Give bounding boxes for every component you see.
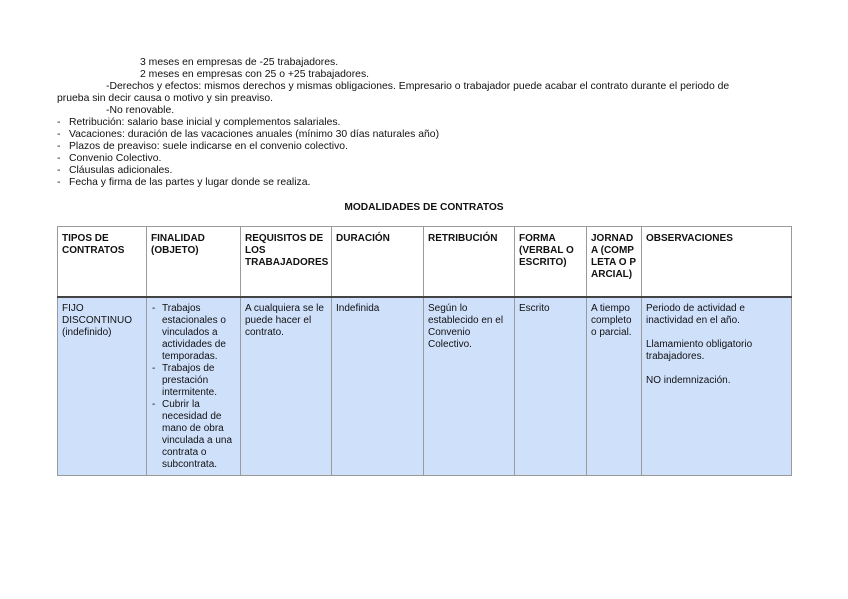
section-title: MODALIDADES DE CONTRATOS [344, 202, 504, 213]
observacion-line: Periodo de actividad e inactividad en el año. [646, 303, 745, 326]
list-item: - Cubrir la necesidad de mano de obra vinculada a una contrata o subcontrata. [151, 399, 236, 471]
intro-line-2: 2 meses en empresas con 25 o +25 trabajadores. [140, 69, 370, 80]
bullet-item: - Retribución: salario base inicial y complementos salariales. [57, 117, 341, 128]
cell-finalidad [147, 297, 241, 476]
observacion-line: Llamamiento obligatorio trabajadores. [646, 339, 753, 362]
column-header: FORMA (VERBAL O ESCRITO) [515, 227, 587, 298]
column-header: FINALIDAD (OBJETO) [147, 227, 241, 298]
cell-forma: Escrito [515, 297, 587, 476]
column-header: OBSERVACIONES [642, 227, 792, 298]
contracts-table [57, 226, 792, 476]
bullet-marker: - [57, 141, 61, 152]
finalidad-list [151, 303, 236, 471]
bullet-item: - Cláusulas adicionales. [57, 165, 173, 176]
intro-line-1: 3 meses en empresas de -25 trabajadores. [140, 57, 339, 68]
bullet-marker: - [57, 165, 61, 176]
table-header-row [58, 227, 792, 298]
bullet-marker: - [57, 153, 61, 164]
bullet-item: - Vacaciones: duración de las vacaciones anuales (mínimo 30 días naturales año) [57, 129, 440, 140]
cell-tipo: FIJO DISCONTINUO (indefinido) [58, 297, 147, 476]
bullet-item: - Convenio Colectivo. [57, 153, 162, 164]
bullet-marker: - [57, 117, 61, 128]
intro-line-3: -Derechos y efectos: mismos derechos y mismas obligaciones. Empresario o trabajador puede acabar el contrato durante el periodo de [106, 81, 730, 92]
cell-duracion: Indefinida [332, 297, 424, 476]
list-item: - Trabajos de prestación intermitente. [151, 363, 236, 399]
intro-line-4: prueba sin decir causa o motivo y sin preaviso. [57, 93, 274, 104]
column-header: JORNADA (COMPLETA O PARCIAL) [587, 227, 642, 298]
bullet-marker: - [57, 129, 61, 140]
column-header: TIPOS DE CONTRATOS [58, 227, 147, 298]
cell-observaciones [642, 297, 792, 476]
intro-line-5: -No renovable. [106, 105, 175, 116]
column-header: REQUISITOS DE LOS TRABAJADORES [241, 227, 332, 298]
bullet-item: - Fecha y firma de las partes y lugar donde se realiza. [57, 177, 311, 188]
column-header: DURACIÓN [332, 227, 424, 298]
bullet-marker: - [57, 177, 61, 188]
cell-requisitos: A cualquiera se le puede hacer el contrato. [241, 297, 332, 476]
observacion-line: NO indemnización. [646, 375, 731, 386]
cell-jornada: A tiempo completo o parcial. [587, 297, 642, 476]
column-header: RETRIBUCIÓN [424, 227, 515, 298]
bullet-item: - Plazos de preaviso: suele indicarse en el convenio colectivo. [57, 141, 348, 152]
list-item: - Trabajos estacionales o vinculados a actividades de temporadas. [151, 303, 236, 363]
table-row [58, 297, 792, 476]
cell-retribucion: Según lo establecido en el Convenio Colectivo. [424, 297, 515, 476]
